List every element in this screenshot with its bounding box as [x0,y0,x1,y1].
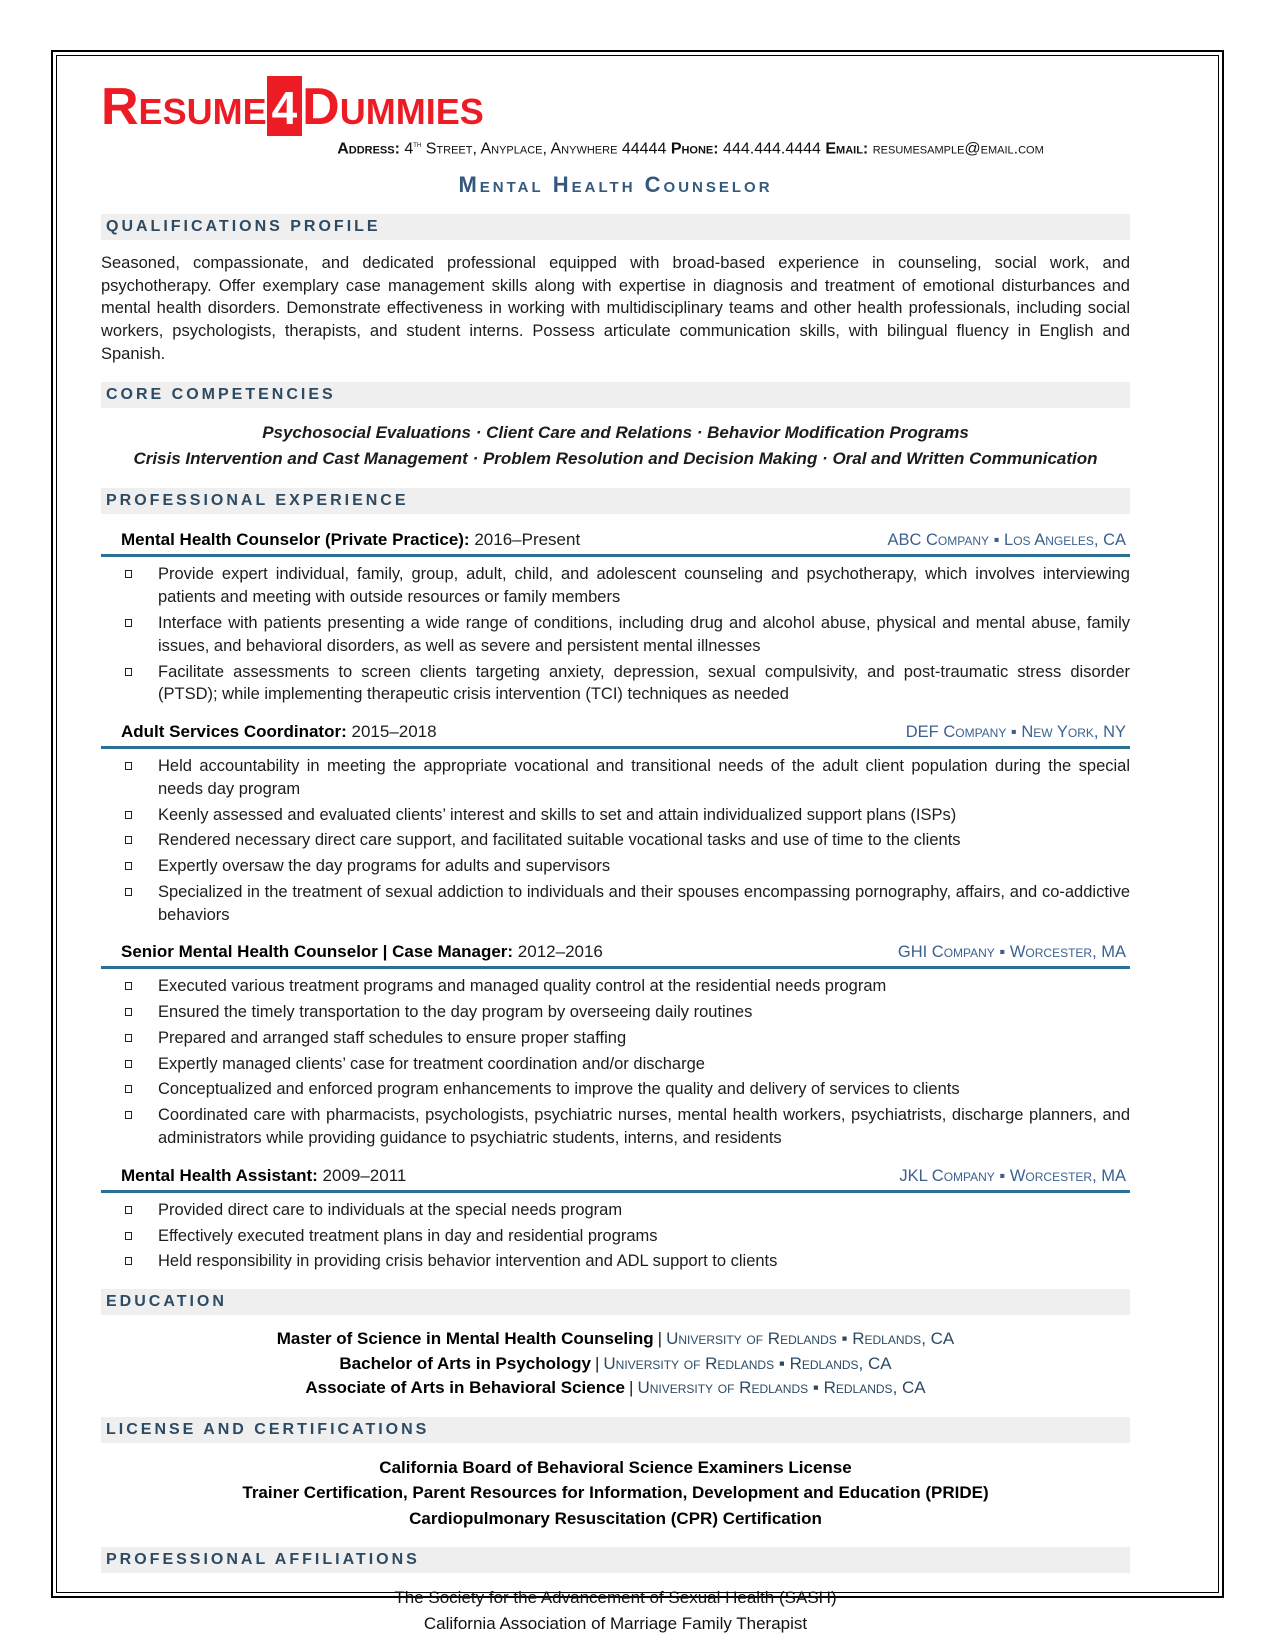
qualifications-summary: Seasoned, compassionate, and dedicated professional equipped with broad-based experience in counseling, social work, and psychotherapy. Offer exemplary case management skills along with expertise in diagnosis and treatment of emotional disturbances and mental health disorders. Demonstrate effectiveness in working with multidisciplinary teams and other health professionals, including social workers, psychologists, therapists, and student interns. Possess articulate communication skills, with bilingual fluency in English and Spanish. [101,253,1130,363]
address-number: 4 [404,139,414,157]
license-item: California Board of Behavioral Science Examiners License [379,1457,852,1477]
job-bullet: Effectively executed treatment plans in day and residential programs [101,1225,1130,1248]
logo [101,80,1130,135]
job-dates: 2009–2011 [322,1165,407,1185]
logo-word-resume: Resume [101,78,267,136]
education-degree: Associate of Arts in Behavioral Science [305,1378,626,1398]
education-item [101,1352,1130,1377]
document-title: Mental Health Counselor [458,171,773,197]
job-title-text: Mental Health Counselor (Private Practice): [121,530,470,550]
section-heading-affiliations: PROFESSIONAL AFFILIATIONS [101,1547,1130,1573]
job-company: JKL Company ▪ Worcester, MA [899,1166,1126,1185]
email-label: Email: [825,139,869,157]
job-entry [101,1164,1130,1273]
job-bullet: Coordinated care with pharmacists, psychologists, psychiatric nurses, mental health workers, psychiatrists, discharge planners, and administrators while providing guidance to psychiatric students, interns, and residents [101,1104,1130,1150]
section-heading-license: LICENSE AND CERTIFICATIONS [101,1417,1130,1443]
job-entry [101,720,1130,926]
license-list [101,1455,1130,1532]
competency-line: Psychosocial Evaluations · Client Care and Relations · Behavior Modification Programs [262,422,969,442]
job-title-text: Adult Services Coordinator: [121,722,347,742]
job-entry [101,940,1130,1149]
job-header [101,528,1130,557]
job-dates: 2016–Present [474,530,581,550]
job-bullet-list [101,755,1130,926]
affiliations-list [101,1585,1130,1636]
section-heading-education: EDUCATION [101,1289,1130,1315]
affiliation-item: California Association of Marriage Family Therapist [423,1613,808,1633]
job-title-text: Senior Mental Health Counselor | Case Manager: [121,942,514,962]
address-label: Address: [337,139,400,157]
job-company: ABC Company ▪ Los Angeles, CA [887,531,1126,550]
job-title [121,1166,406,1186]
phone-label: Phone: [670,139,719,157]
job-dates: 2015–2018 [351,722,437,742]
logo-number-4: 4 [267,76,303,136]
section-heading-experience: PROFESSIONAL EXPERIENCE [101,488,1130,514]
job-dates: 2012–2016 [517,942,603,962]
education-school: University of Redlands ▪ Redlands, CA [666,1329,955,1349]
education-item [101,1376,1130,1401]
job-bullet: Executed various treatment programs and managed quality control at the residential needs program [101,975,1130,998]
job-title-text: Mental Health Assistant: [121,1165,318,1185]
job-header [101,1164,1130,1193]
job-bullet: Rendered necessary direct care support, and facilitated suitable vocational tasks and use of time to the clients [101,829,1130,852]
address-ordinal: th [413,138,422,149]
license-item: Trainer Certification, Parent Resources for Information, Development and Education (PRIDE) [242,1483,989,1503]
section-heading-core-competencies: CORE COMPETENCIES [101,382,1130,408]
job-bullet: Held responsibility in providing crisis behavior intervention and ADL support to clients [101,1250,1130,1273]
license-item: Cardiopulmonary Resuscitation (CPR) Certification [409,1508,822,1528]
job-bullet: Facilitate assessments to screen clients targeting anxiety, depression, sexual compulsivity, and post-traumatic stress disorder (PTSD); while implementing therapeutic crisis intervention (TCI) techniques as needed [101,661,1130,707]
job-title [121,942,603,962]
education-item [101,1327,1130,1352]
job-company: GHI Company ▪ Worcester, MA [897,943,1126,962]
education-separator: | [657,1329,663,1349]
email-value: resumesample@email.com [872,139,1044,157]
job-bullet: Provided direct care to individuals at the special needs program [101,1199,1130,1222]
education-school: University of Redlands ▪ Redlands, CA [637,1378,926,1398]
job-entry [101,528,1130,706]
page-inner-border [56,55,1219,1633]
core-competencies [101,420,1130,473]
job-bullet: Held accountability in meeting the appropriate vocational and transitional needs of the adult client population during the special needs day program [101,755,1130,801]
contact-line [251,139,1130,158]
education-separator: | [594,1353,600,1373]
affiliation-item: The Society for the Advancement of Sexual Health (SASH) [394,1588,837,1608]
job-bullet-list [101,563,1130,706]
job-header [101,720,1130,749]
section-heading-qualifications: QUALIFICATIONS PROFILE [101,214,1130,240]
job-bullet: Ensured the timely transportation to the day program by overseeing daily routines [101,1001,1130,1024]
education-separator: | [629,1378,634,1398]
job-bullet: Expertly managed clients’ case for treatment coordination and/or discharge [101,1053,1130,1076]
job-bullet: Prepared and arranged staff schedules to ensure proper staffing [101,1027,1130,1050]
job-bullet: Expertly oversaw the day programs for adults and supervisors [101,855,1130,878]
job-bullet: Specialized in the treatment of sexual addiction to individuals and their spouses encompassing pornography, affairs, and co-addictive behaviors [101,881,1130,927]
page-border [51,50,1224,1633]
education-school: University of Redlands ▪ Redlands, CA [603,1353,892,1373]
job-company: DEF Company ▪ New York, NY [905,723,1126,742]
job-bullet: Interface with patients presenting a wide range of conditions, including drug and alcohol abuse, physical and mental abuse, family issues, and behavioral disorders, as well as severe and persistent mental illnesses [101,612,1130,658]
job-header [101,940,1130,969]
competency-line: Crisis Intervention and Cast Management · Problem Resolution and Decision Making · Oral and Written Communication [133,449,1098,469]
phone-value: 444.444.4444 [723,139,821,157]
job-bullet: Provide expert individual, family, group, adult, child, and adolescent counseling and psychotherapy, which involves interviewing patients and meeting with outside resources or family members [101,563,1130,609]
job-bullet: Keenly assessed and evaluated clients’ interest and skills to set and attain individualized support plans (ISPs) [101,804,1130,827]
education-list [101,1327,1130,1401]
address-value: Street, Anyplace, Anywhere 44444 [421,139,667,157]
job-title [121,530,580,550]
education-degree: Master of Science in Mental Health Counseling [276,1329,654,1349]
job-title [121,722,437,742]
job-bullet-list [101,1199,1130,1273]
job-bullet-list [101,975,1130,1149]
logo-word-dummies: Dummies [302,78,484,136]
job-bullet: Conceptualized and enforced program enhancements to improve the quality and delivery of services to clients [101,1078,1130,1101]
education-degree: Bachelor of Arts in Psychology [339,1353,591,1373]
